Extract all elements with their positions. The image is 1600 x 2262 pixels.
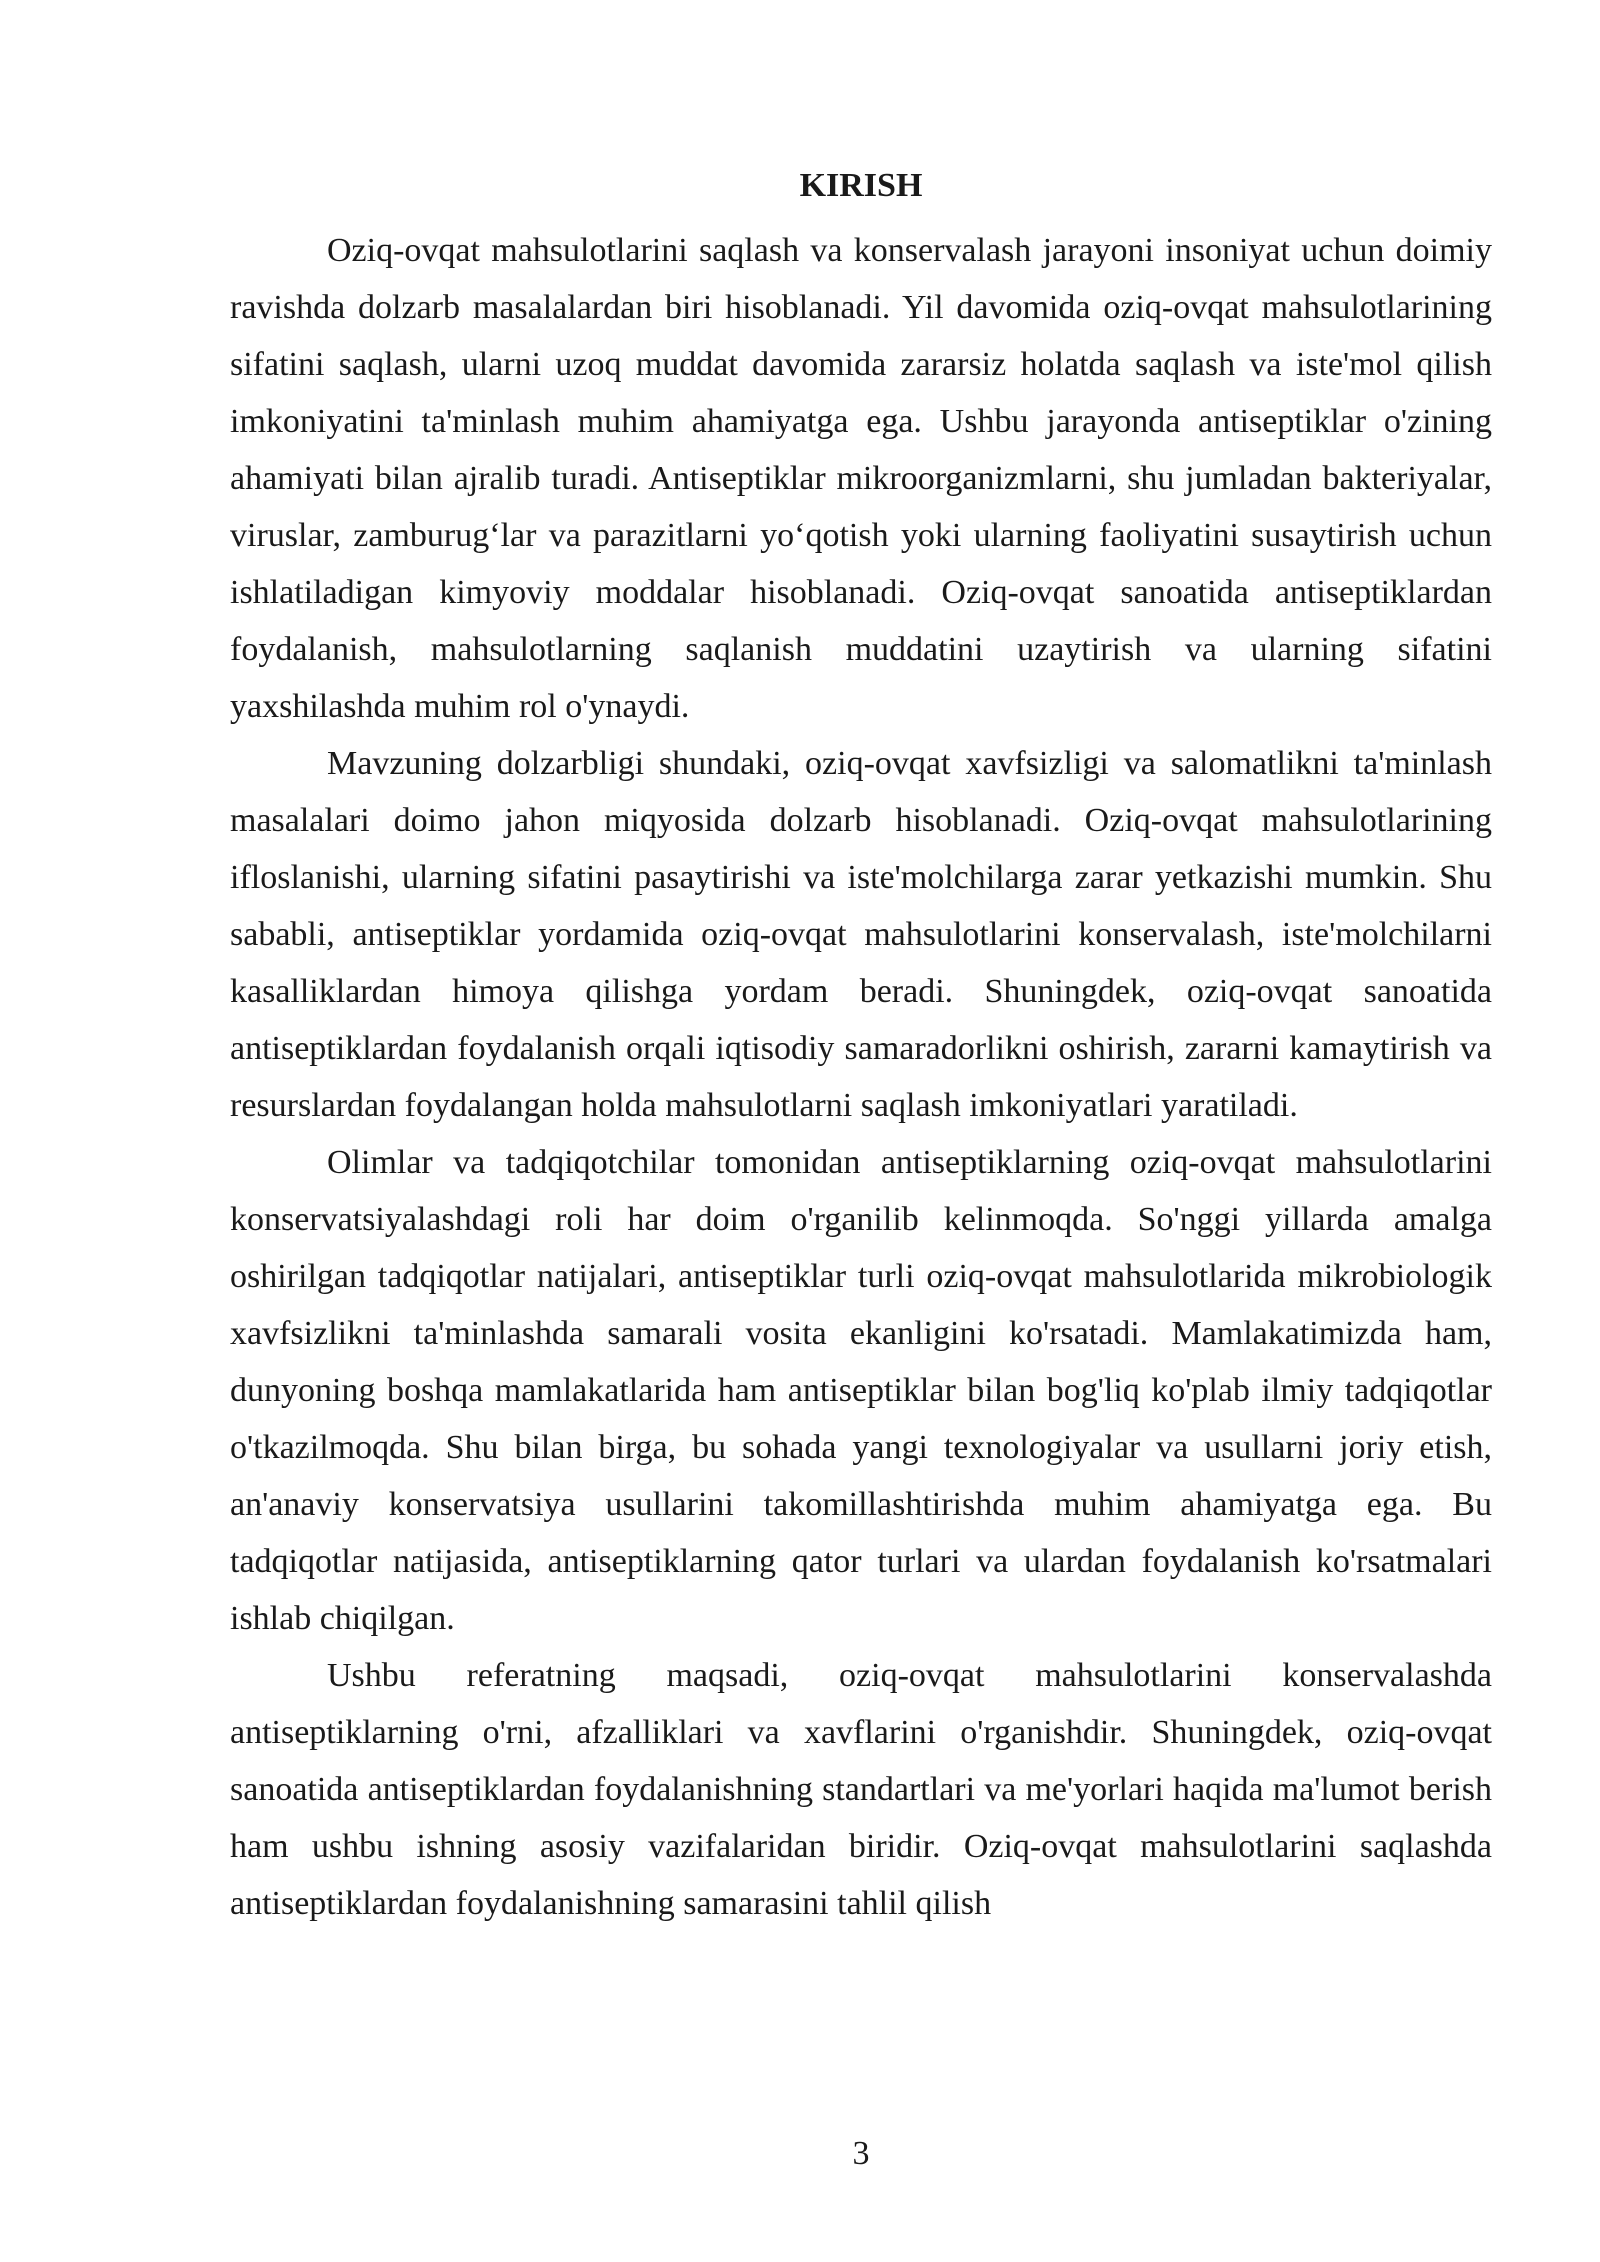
paragraph-intro: Oziq-ovqat mahsulotlarini saqlash va konservalash jarayoni insoniyat uchun doimiy ravishda dolzarb masalalardan biri hisoblanadi. Yil davomida oziq-ovqat mahsulotlarining sifatini saqlash, ularni uzoq muddat davomida zararsiz holatda saqlash va iste'mol qilish imkoniyatini ta'minlash muhim ahamiyatga ega. Ushbu jarayonda antiseptiklar o'zining ahamiyati bilan ajralib turadi. Antiseptiklar mikroorganizmlarni, shu jumladan bakteriyalar, viruslar, zamburug‘lar va parazitlarni yo‘qotish yoki ularning faoliyatini susaytirish uchun ishlatiladigan kimyoviy moddalar hisoblanadi. Oziq-ovqat sanoatida antiseptiklardan foydalanish, mahsulotlarning saqlanish muddatini uzaytirish va ularning sifatini yaxshilashda muhim rol o'ynaydi. <box>230 232 1492 725</box>
page-content <box>230 158 1492 1932</box>
page-number: 3 <box>852 2135 870 2172</box>
section-heading: KIRISH <box>799 167 923 204</box>
paragraph-research: Olimlar va tadqiqotchilar tomonidan antiseptiklarning oziq-ovqat mahsulotlarini konservatsiyalashdagi roli har doim o'rganilib kelinmoqda. So'nggi yillarda amalga oshirilgan tadqiqotlar natijalari, antiseptiklar turli oziq-ovqat mahsulotlarida mikrobiologik xavfsizlikni ta'minlashda samarali vosita ekanligini ko'rsatadi. Mamlakatimizda ham, dunyoning boshqa mamlakatlarida ham antiseptiklar bilan bog'liq ko'plab ilmiy tadqiqotlar o'tkazilmoqda. Shu bilan birga, bu sohada yangi texnologiyalar va usullarni joriy etish, an'anaviy konservatsiya usullarini takomillashtirishda muhim ahamiyatga ega. Bu tadqiqotlar natijasida, antiseptiklarning qator turlari va ulardan foydalanish ko'rsatmalari ishlab chiqilgan. <box>230 1144 1492 1637</box>
paragraph-relevance: Mavzuning dolzarbligi shundaki, oziq-ovqat xavfsizligi va salomatlikni ta'minlash masalalari doimo jahon miqyosida dolzarb hisoblanadi. Oziq-ovqat mahsulotlarining ifloslanishi, ularning sifatini pasaytirishi va iste'molchilarga zarar yetkazishi mumkin. Shu sababli, antiseptiklar yordamida oziq-ovqat mahsulotlarini konservalash, iste'molchilarni kasalliklardan himoya qilishga yordam beradi. Shuningdek, oziq-ovqat sanoatida antiseptiklardan foydalanish orqali iqtisodiy samaradorlikni oshirish, zararni kamaytirish va resurslardan foydalangan holda mahsulotlarni saqlash imkoniyatlari yaratiladi. <box>230 745 1492 1124</box>
paragraph-purpose: Ushbu referatning maqsadi, oziq-ovqat mahsulotlarini konservalashda antiseptiklarning o'rni, afzalliklari va xavflarini o'rganishdir. Shuningdek, oziq-ovqat sanoatida antiseptiklardan foydalanishning standartlari va me'yorlari haqida ma'lumot berish ham ushbu ishning asosiy vazifalaridan biridir. Oziq-ovqat mahsulotlarini saqlashda antiseptiklardan foydalanishning samarasini tahlil qilish <box>230 1657 1492 1922</box>
